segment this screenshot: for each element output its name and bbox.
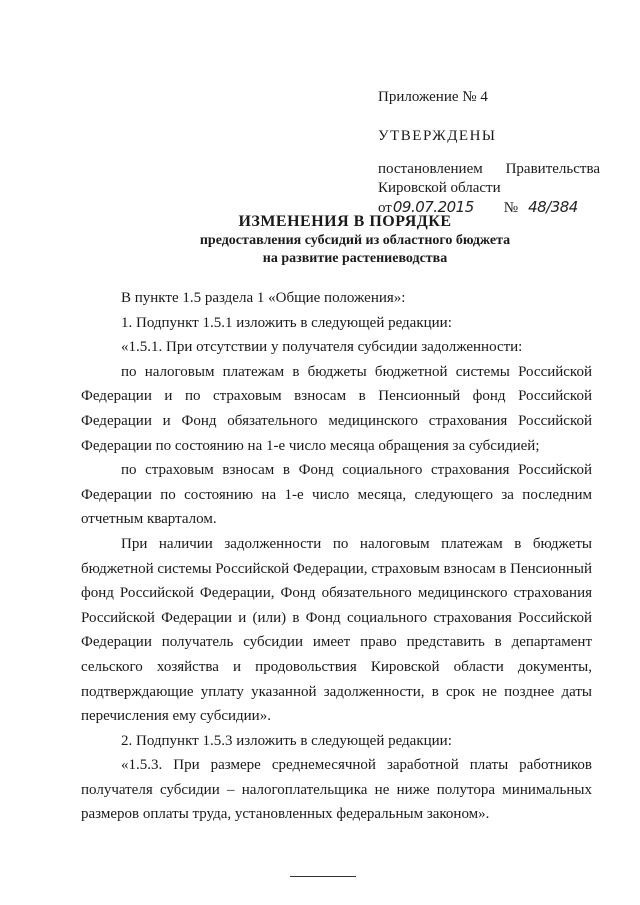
decree-word: постановлением bbox=[378, 161, 483, 177]
end-separator-line bbox=[290, 876, 356, 877]
body-paragraph: «1.5.3. При размере среднемесячной заработной платы работников получателя субсидии – налогоплательщика не ниже полутора минимальных размеров оплаты труда, установленных федеральным законом». bbox=[81, 757, 592, 823]
date-prefix: от bbox=[378, 200, 392, 216]
annex-label: Приложение № 4 bbox=[378, 89, 488, 105]
body-paragraph: «1.5.1. При отсутствии у получателя субсидии задолженности: bbox=[121, 339, 523, 356]
number-sign: № bbox=[503, 200, 519, 216]
body-paragraph: по налоговым платежам в бюджеты бюджетной системы Российской Федерации и по страховым взносам в Пенсионный фонд Российской Федерации и Фонд обязательного медицинского страхования Российской Федерации по состоянию на 1-е число месяца обращения за субсидией; bbox=[81, 363, 592, 454]
decree-government: Правительства bbox=[505, 161, 600, 177]
document-subtitle-line-1: предоставления субсидий из областного бюджета bbox=[199, 233, 511, 248]
approved-label: УТВЕРЖДЕНЫ bbox=[378, 128, 497, 144]
body-paragraph: При наличии задолженности по налоговым платежам в бюджеты бюджетной системы Российской Федерации, страховым взносам в Пенсионный фонд Российской Федерации, Фонд обязательного медицинского страхования Российской Федерации и (или) в Фонд социального страхования Российской Федерации получатель субсидии имеет право представить в департамент сельского хозяйства и продовольствия Кировской области документы, подтверждающие уплату указанной задолженности, в срок не позднее даты перечисления ему субсидии». bbox=[81, 535, 593, 725]
body-paragraph: 2. Подпункт 1.5.3 изложить в следующей редакции: bbox=[121, 732, 452, 749]
document-title-block bbox=[0, 212, 640, 268]
document-body bbox=[81, 286, 592, 827]
approval-block bbox=[378, 88, 600, 218]
document-subtitle-line-2: на развитие растениеводства bbox=[262, 251, 448, 266]
handwritten-number: 48/384 bbox=[528, 198, 578, 216]
decree-line bbox=[378, 160, 600, 179]
body-paragraph: по страховым взносам в Фонд социального страхования Российской Федерации по состоянию на 1-е число месяца, следующего за последним отчетным кварталом. bbox=[81, 462, 592, 528]
handwritten-date: 09.07.2015 bbox=[392, 198, 474, 216]
body-paragraph: В пункте 1.5 раздела 1 «Общие положения»: bbox=[121, 290, 406, 306]
document-title: ИЗМЕНЕНИЯ В ПОРЯДКЕ bbox=[238, 213, 452, 230]
region-line: Кировской области bbox=[378, 180, 501, 196]
body-paragraph: 1. Подпункт 1.5.1 изложить в следующей редакции: bbox=[121, 314, 452, 331]
